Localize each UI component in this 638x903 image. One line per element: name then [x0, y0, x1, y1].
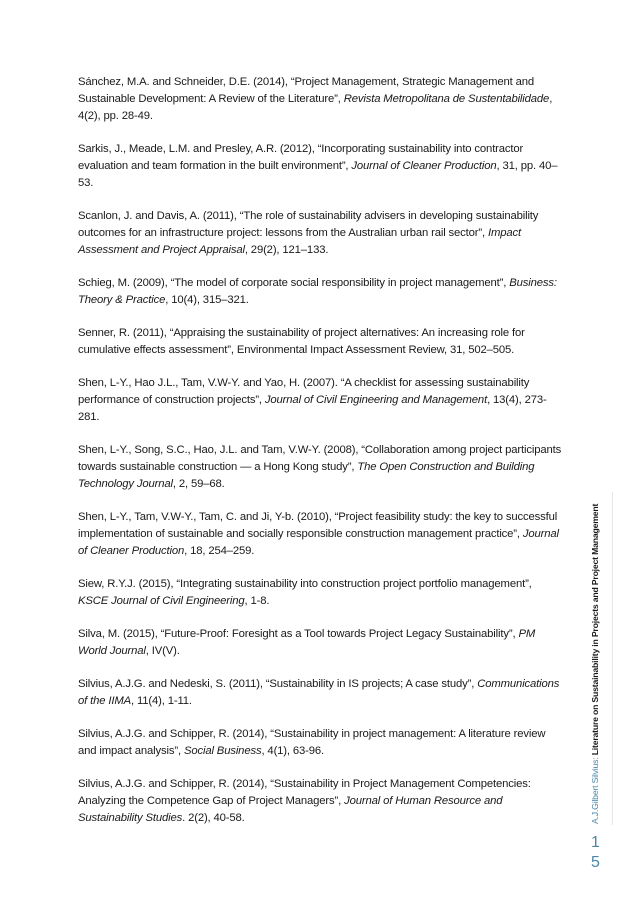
margin-rule [612, 492, 613, 825]
reference-details: , 13(4), 273-281. [78, 394, 547, 423]
reference-journal: Communications of the IIMA [78, 678, 560, 707]
reference-details: , 10(4), 315–321. [165, 294, 249, 306]
reference-details: , 4(2), pp. 28-49. [78, 93, 553, 122]
reference-journal: Journal of Human Resource and Sustainability Studies [78, 795, 503, 824]
reference-entry [78, 74, 564, 125]
reference-journal: Journal of Cleaner Production [351, 160, 497, 172]
reference-details: , 31, pp. 40–53. [78, 160, 558, 189]
running-header [583, 492, 607, 824]
reference-list [78, 74, 564, 843]
reference-details: , 11(4), 1-11. [130, 695, 192, 707]
running-header-author: A.J.Gilbert Silvius: [590, 757, 600, 824]
reference-text: Senner, R. (2011), “Appraising the sustainability of project alternatives: An increasing role for cumulative effects assessment”, Environmental Impact Assessment Review, 31, 502–505. [78, 327, 525, 356]
reference-entry [78, 275, 564, 309]
reference-entry [78, 325, 564, 359]
reference-journal: Impact Assessment and Project Appraisal [78, 227, 522, 256]
reference-details: , 4(1), 63-96. [261, 745, 325, 757]
reference-text: Shen, L-Y., Song, S.C., Hao, J.L. and Tam, V.W-Y. (2008), “Collaboration among project participants towards sustainable construction — a Hong Kong study”, [78, 444, 562, 473]
reference-entry [78, 576, 564, 610]
reference-entry [78, 726, 564, 760]
reference-journal: Social Business [183, 745, 262, 757]
reference-text: Shen, L-Y., Tam, V.W-Y., Tam, C. and Ji, Y-b. (2010), “Project feasibility study: the key to successful implementation of sustainable and socially responsible construction management practice”, [78, 511, 558, 540]
page-number-digit-2: 5 [591, 854, 600, 871]
reference-details: , 29(2), 121–133. [244, 244, 329, 256]
page-number-digit-1: 1 [591, 834, 600, 851]
reference-text: Sánchez, M.A. and Schneider, D.E. (2014), “Project Management, Strategic Management and Sustainable Development: A Review of the Literature”, [78, 76, 535, 105]
reference-details: , 18, 254–259. [184, 545, 255, 557]
reference-text: Schieg, M. (2009), “The model of corporate social responsibility in project management”, [78, 277, 510, 289]
reference-text: Silvius, A.J.G. and Nedeski, S. (2011), “Sustainability in IS projects; A case study”, [78, 678, 478, 690]
reference-text: Silvius, A.J.G. and Schipper, R. (2014), “Sustainability in Project Management Competencies: Analyzing the Competence Gap of Project Managers”, [78, 778, 531, 807]
page-number [591, 833, 611, 873]
reference-details: , 1-8. [244, 595, 270, 607]
reference-entry [78, 776, 564, 827]
reference-text: Siew, R.Y.J. (2015), “Integrating sustainability into construction project portfolio management”, [78, 578, 532, 590]
reference-details: . 2(2), 40-58. [182, 812, 245, 824]
reference-journal: Journal of Civil Engineering and Management [264, 394, 488, 406]
reference-journal: Journal of Cleaner Production [78, 528, 559, 557]
reference-entry [78, 509, 564, 560]
running-header-title: Literature on Sustainability in Projects and Project Management [590, 503, 600, 756]
reference-details: , IV(V). [145, 645, 180, 657]
reference-journal: Business: Theory & Practice [78, 277, 557, 306]
reference-entry [78, 375, 564, 426]
reference-entry [78, 676, 564, 710]
reference-text: Silva, M. (2015), “Future-Proof: Foresight as a Tool towards Project Legacy Sustainability”, [78, 628, 519, 640]
reference-text: Silvius, A.J.G. and Schipper, R. (2014), “Sustainability in project management: A literature review and impact analysis”, [78, 728, 546, 757]
reference-journal: The Open Construction and Building Technology Journal [78, 461, 535, 490]
reference-entry [78, 442, 564, 493]
reference-text: Scanlon, J. and Davis, A. (2011), “The role of sustainability advisers in developing sustainability outcomes for an infrastructure project: lessons from the Australian urban rail sector”, [78, 210, 539, 239]
reference-text: Shen, L-Y., Hao J.L., Tam, V.W-Y. and Yao, H. (2007). “A checklist for assessing sustainability performance of construction projects”, [78, 377, 530, 406]
reference-text: Sarkis, J., Meade, L.M. and Presley, A.R. (2012), “Incorporating sustainability into contractor evaluation and team formation in the built environment”, [78, 143, 524, 172]
reference-details: , 2, 59–68. [172, 478, 225, 490]
reference-entry [78, 141, 564, 192]
reference-journal: KSCE Journal of Civil Engineering [78, 595, 245, 607]
reference-entry [78, 626, 564, 660]
reference-journal: PM World Journal [78, 628, 536, 657]
reference-journal: Revista Metropolitana de Sustentabilidade [343, 93, 550, 105]
reference-entry [78, 208, 564, 259]
